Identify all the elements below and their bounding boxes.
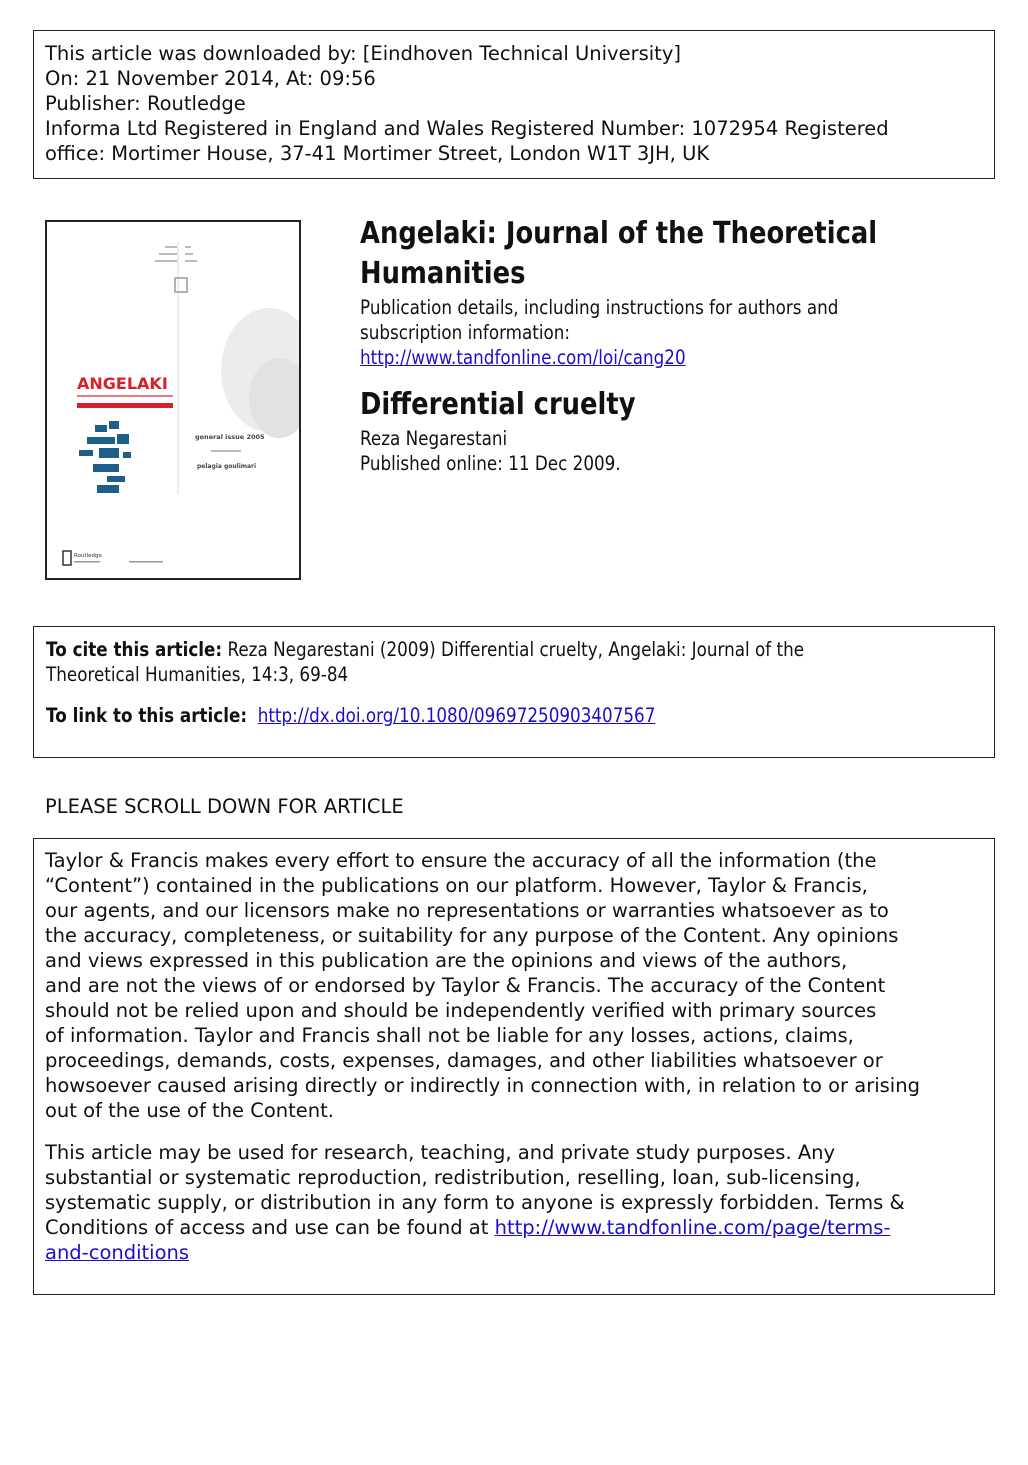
registration-line: Informa Ltd Registered in England and Wales Registered Number: 1072954 Registered xyxy=(45,117,889,140)
publication-details-line: Publication details, including instructions for authors and xyxy=(360,296,839,319)
journal-title: Angelaki: Journal of the Theoretical Humanities xyxy=(360,216,878,291)
policy-line: and views expressed in this publication are the opinions and views of the authors, xyxy=(45,949,848,972)
policy-line: proceedings, demands, costs, expenses, damages, and other liabilities whatsoever or xyxy=(45,1049,883,1072)
terms-link-part: http://www.tandfonline.com/page/terms- xyxy=(494,1216,891,1239)
doi-link[interactable]: http://dx.doi.org/10.1080/09697250903407567 xyxy=(257,704,656,727)
journal-url-link[interactable]: http://www.tandfonline.com/loi/cang20 xyxy=(360,346,686,369)
policy-line: of information. Taylor and Francis shall not be liable for any losses, actions, claims, xyxy=(45,1024,854,1047)
cover-issue-text: general issue 2005 xyxy=(195,433,265,441)
citation-box xyxy=(33,626,995,758)
cover-art xyxy=(47,222,299,578)
policy-line: systematic supply, or distribution in any form to anyone is expressly forbidden. Terms & xyxy=(45,1191,905,1214)
policy-line: Conditions of access and use can be found at xyxy=(45,1216,495,1239)
download-line: This article was downloaded by: [Eindhoven Technical University] xyxy=(45,42,681,65)
cover-journal-name: ANGELAKI xyxy=(77,374,168,393)
cover-publisher-logo: Routledge xyxy=(74,553,102,559)
article-meta xyxy=(360,426,621,476)
download-date: On: 21 November 2014, At: 09:56 xyxy=(45,67,376,90)
policy-line: out of the use of the Content. xyxy=(45,1099,334,1122)
policy-line: This article may be used for research, teaching, and private study purposes. Any xyxy=(45,1141,836,1164)
policy-line: our agents, and our licensors make no representations or warranties whatsoever as to xyxy=(45,899,889,922)
policy-line: Taylor & Francis makes every effort to ensure the accuracy of all the information (the xyxy=(45,849,877,872)
published-date: Published online: 11 Dec 2009. xyxy=(360,452,621,475)
policy-line: should not be relied upon and should be independently verified with primary sources xyxy=(45,999,877,1022)
policy-paragraph-usage xyxy=(45,1140,983,1265)
cite-text: Reza Negarestani (2009) Differential cruelty, Angelaki: Journal of the xyxy=(222,638,805,661)
cover-editor-text: pelagia goulimari xyxy=(197,463,257,470)
publication-details xyxy=(360,295,910,370)
download-notice xyxy=(33,30,995,179)
policy-paragraph-accuracy xyxy=(45,848,983,1123)
article-title: Differential cruelty xyxy=(360,387,636,422)
office-address: office: Mortimer House, 37-41 Mortimer Street, London W1T 3JH, UK xyxy=(45,142,710,165)
journal-cover-image xyxy=(45,220,301,580)
policy-box xyxy=(33,838,995,1295)
citation-text xyxy=(46,637,975,728)
policy-line: the accuracy, completeness, or suitability for any purpose of the Content. Any opinions xyxy=(45,924,899,947)
link-label: To link to this article: xyxy=(46,704,248,727)
scroll-notice: PLEASE SCROLL DOWN FOR ARTICLE xyxy=(45,795,404,818)
cite-label: To cite this article: xyxy=(46,638,223,661)
policy-line: and are not the views of or endorsed by Taylor & Francis. The accuracy of the Content xyxy=(45,974,886,997)
terms-link-part: and-conditions xyxy=(45,1241,190,1264)
publication-details-line: subscription information: xyxy=(360,321,571,344)
article-author: Reza Negarestani xyxy=(360,427,508,450)
policy-line: substantial or systematic reproduction, redistribution, reselling, loan, sub-licensing, xyxy=(45,1166,861,1189)
policy-line: howsoever caused arising directly or indirectly in connection with, in relation to or arising xyxy=(45,1074,920,1097)
publisher: Publisher: Routledge xyxy=(45,92,246,115)
policy-line: “Content”) contained in the publications on our platform. However, Taylor & Francis, xyxy=(45,874,868,897)
cite-text-continued: Theoretical Humanities, 14:3, 69-84 xyxy=(46,663,349,686)
